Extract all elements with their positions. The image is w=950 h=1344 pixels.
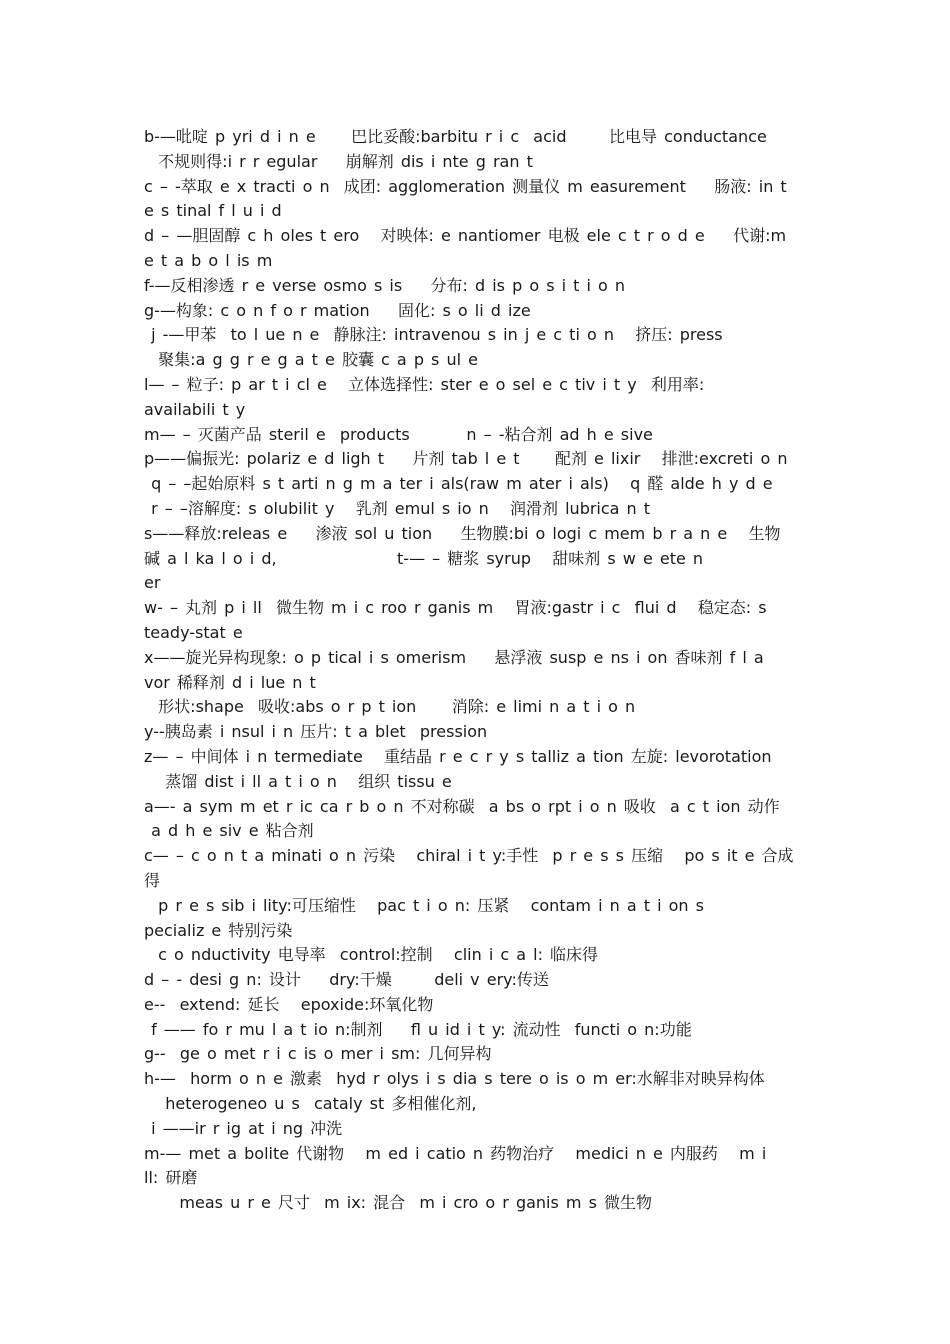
text-line: e s tinal f l u i d bbox=[144, 201, 282, 221]
text-line: er bbox=[144, 573, 161, 593]
text-line: 聚集:a g g r e g a t e 胶囊 c a p s ul e bbox=[144, 350, 478, 370]
text-line: a d h e siv e 粘合剂 bbox=[144, 821, 314, 841]
text-line: l— – 粒子: p ar t i cl e 立体选择性: ster e o sel e c tiv i t y 利用率: bbox=[144, 374, 705, 394]
text-line: 得 bbox=[144, 870, 161, 890]
text-line: f —— fo r mu l a t io n:制剂 fl u id i t y: 流动性 functi o n:功能 bbox=[144, 1019, 692, 1039]
text-line: i ——ir r ig at i ng 冲洗 bbox=[144, 1118, 343, 1138]
text-line: a—- a sym m et r ic ca r b o n 不对称碳 a bs o rpt i o n 吸收 a c t ion 动作 bbox=[144, 796, 780, 816]
text-line: b-—吡啶 p yri d i n e 巴比妥酸:barbitu r i c acid 比电导 conductance bbox=[144, 127, 767, 146]
text-line: p——偏振光: polariz e d ligh t 片剂 tab l e t 配剂 e lixir 排泄:excreti o n bbox=[144, 449, 788, 469]
text-line: m-— met a bolite 代谢物 m ed i catio n 药物治疗 medici n e 内服药 m i bbox=[144, 1143, 767, 1163]
text-line: 形状:shape 吸收:abs o r p t ion 消除: e limi n a t i o n bbox=[144, 697, 636, 717]
text-line: q – –起始原料 s t arti n g m a ter i als(raw m ater i als) q 醛 alde h y d e bbox=[144, 474, 773, 494]
text-line: teady-stat e bbox=[144, 622, 243, 642]
text-line: meas u r e 尺寸 m ix: 混合 m i cro o r ganis m s 微生物 bbox=[144, 1193, 653, 1213]
text-line: e-- extend: 延长 epoxide:环氧化物 bbox=[144, 994, 434, 1014]
text-line: heterogeneo u s cataly st 多相催化剂, bbox=[144, 1094, 477, 1114]
text-line: g-- ge o met r i c is o mer i sm: 几何异构 bbox=[144, 1044, 492, 1064]
text-line: g-—构象: c o n f o r mation 固化: s o li d ize bbox=[144, 300, 531, 320]
text-line: d – —胆固醇 c h oles t ero 对映体: e nantiomer 电极 ele c t r o d e 代谢:m bbox=[144, 226, 787, 246]
text-line: f-—反相渗透 r e verse osmo s is 分布: d is p o s i t i o n bbox=[144, 275, 626, 295]
text-line: availabili t y bbox=[144, 399, 246, 419]
text-line: p r e s sib i lity:可压缩性 pac t i o n: 压紧 contam i n a t i on s bbox=[144, 895, 704, 915]
text-line: vor 稀释剂 d i lue n t bbox=[144, 672, 316, 692]
text-line: w- – 丸剂 p i ll 微生物 m i c roo r ganis m 胃液:gastr i c flui d 稳定态: s bbox=[144, 598, 767, 618]
text-line: j -—甲苯 to l ue n e 静脉注: intravenou s in j e c ti o n 挤压: press bbox=[144, 325, 723, 345]
text-line: r – –溶解度: s olubilit y 乳剂 emul s io n 润滑剂 lubrica n t bbox=[144, 498, 651, 518]
text-line: e t a b o l is m bbox=[144, 250, 273, 270]
text-line: c – -萃取 e x tracti o n 成团: agglomeration 测量仪 m easurement 肠液: in t bbox=[144, 176, 787, 196]
text-line: pecializ e 特别污染 bbox=[144, 920, 293, 940]
text-line: c o nductivity 电导率 control:控制 clin i c a l: 临床得 bbox=[144, 945, 599, 965]
text-line: ll: 研磨 bbox=[144, 1168, 198, 1188]
text-line: d – - desi g n: 设计 dry:干燥 deli v ery:传送 bbox=[144, 970, 549, 990]
text-line: 蒸馏 dist i ll a t i o n 组织 tissu e bbox=[144, 771, 452, 791]
text-line: x——旋光异构现象: o p tical i s omerism 悬浮液 susp e ns i on 香味剂 f l a bbox=[144, 647, 764, 667]
glossary-text bbox=[144, 125, 809, 1216]
text-line: 不规则得:i r r egular 崩解剂 dis i nte g ran t bbox=[144, 151, 533, 171]
text-line: 碱 a l ka l o i d, t-— – 糖浆 syrup 甜味剂 s w e ete n bbox=[144, 548, 704, 568]
text-line: y--胰岛素 i nsul i n 压片: t a blet pression bbox=[144, 722, 488, 742]
text-line: z— – 中间体 i n termediate 重结晶 r e c r y s talliz a tion 左旋: levorotation bbox=[144, 746, 772, 766]
text-line: s——释放:releas e 渗液 sol u tion 生物膜:bi o logi c mem b r a n e 生物 bbox=[144, 523, 781, 543]
text-line: m— – 灭菌产品 steril e products n – -粘合剂 ad h e sive bbox=[144, 424, 653, 444]
text-line: h-— horm o n e 激素 hyd r olys i s dia s tere o is o m er:水解非对映异构体 bbox=[144, 1069, 765, 1089]
text-line: c— – c o n t a minati o n 污染 chiral i t y:手性 p r e s s 压缩 po s it e 合成 bbox=[144, 846, 794, 866]
